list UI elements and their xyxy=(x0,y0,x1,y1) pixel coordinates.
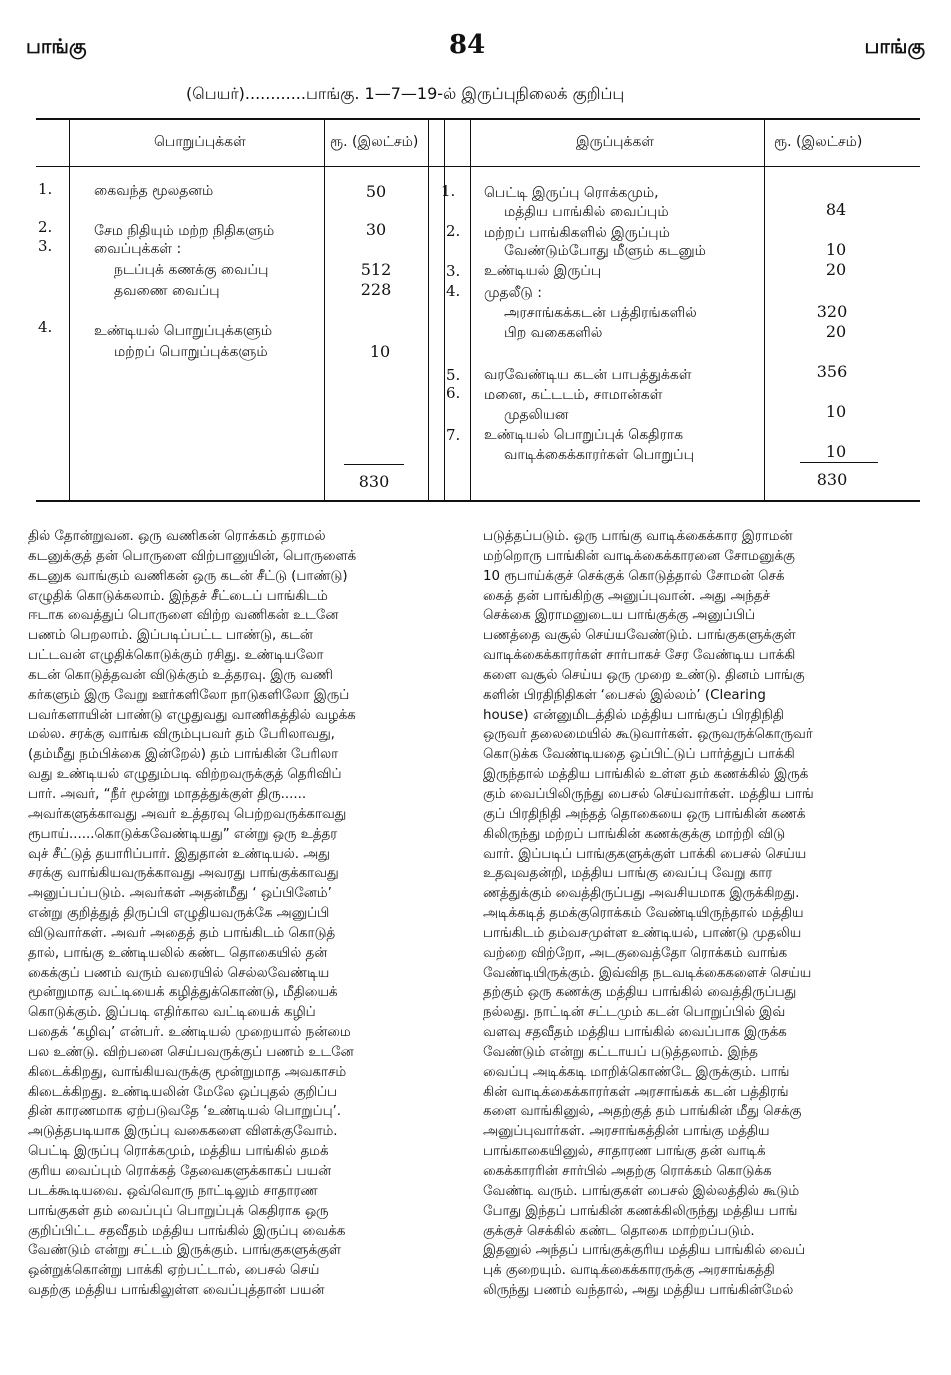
balance-sheet-table xyxy=(36,118,920,502)
liability-line: உண்டியல் பொறுப்புக்களும் xyxy=(94,323,273,339)
liability-line: வைப்புக்கள் : xyxy=(94,241,182,257)
text-line: இருந்தால் மத்திய பாங்கில் உள்ள தம் கணக்கில் இருக் xyxy=(483,767,809,783)
asset-line: வாடிக்கைக்காரர்கள் பொறுப்பு xyxy=(504,447,694,463)
assets-header: இருப்புக்கள் xyxy=(576,134,654,150)
liability-line: கைவந்த மூலதனம் xyxy=(94,183,214,199)
header-bottom-rule xyxy=(36,166,920,167)
liability-line: நடப்புக் கணக்கு வைப்பு xyxy=(114,262,269,278)
text-line: களை வசூல் செய்ய ஒரு முறை உண்டு. தினம் பாங்கு xyxy=(483,667,805,683)
text-line: ஒன்றுக்கொன்று பாக்கி ஏற்பட்டால், பைசல் செய் xyxy=(28,1263,320,1279)
text-line: வதற்கு மத்திய பாங்கிலுள்ள வைப்புத்தான் பயன் xyxy=(28,1283,325,1299)
col-rule-1 xyxy=(69,118,70,502)
text-line: குரிய வைப்பும் ரொக்கத் தேவைகளுக்காகப் பயன் xyxy=(28,1164,331,1179)
liability-amount: 30 xyxy=(365,220,387,239)
text-line: அடுத்தபடியாக இருப்பு வகைகளை விளக்குவோம். xyxy=(28,1124,338,1140)
text-line: கொடுக்கும். இப்படி எதிர்கால வட்டியைக் கழிப் xyxy=(28,1005,316,1021)
asset-line: உண்டியல் பொறுப்புக் கெதிராக xyxy=(484,427,684,443)
text-line: பட்டவன் எழுதிக்கொடுக்கும் ரசிது. உண்டியலோ xyxy=(28,648,324,664)
text-column-right xyxy=(483,527,917,1301)
text-line: பாங்கிடம் தம்வசமுள்ள உண்டியல், பாண்டு முதலிய xyxy=(483,925,802,941)
liability-no: 2. xyxy=(38,218,53,236)
asset-line: முதலீடு : xyxy=(484,285,542,301)
asset-line: மற்றப் பாங்கிகளில் இருப்பும் xyxy=(484,225,670,241)
asset-no: 1. xyxy=(441,182,456,200)
text-line: தால், பாங்கு உண்டியலில் கண்ட தொகையில் தன் xyxy=(28,945,328,961)
liability-amount: 228 xyxy=(360,280,392,299)
liabilities-total: 830 xyxy=(358,472,390,491)
liability-amount: 512 xyxy=(360,260,392,279)
text-line: செக்கை இராமனுடைய பாங்குக்கு அனுப்பிப் xyxy=(483,608,755,624)
asset-line: மனை, கட்டடம், சாமான்கள் xyxy=(484,387,663,403)
text-line: கடன் கொடுத்தவன் விடுக்கும் உத்தரவு. இரு வணி xyxy=(28,667,333,683)
text-line: கடனுக வாங்கும் வணிகன் ஒரு கடன் சீட்டு (பாண்டு) xyxy=(28,568,348,584)
text-line: கிடைக்கிறது. உண்டியலின் மேலே ஒப்புதல் குறிப்ப xyxy=(28,1084,337,1100)
text-line: வாடிக்கைக்காரர்கள் சார்பாகச் சேர வேண்டிய பாக்கி xyxy=(483,648,796,664)
text-line: விடுவார்கள். அவர் அதைத் தம் பாங்கிடம் கொடுத் xyxy=(28,925,336,941)
col-rule-4 xyxy=(444,118,445,502)
asset-amount: 10 xyxy=(825,442,847,461)
text-line: கும் வைப்பிலிருந்து பைசல் செய்வார்கள். மத்திய பாங் xyxy=(483,786,814,802)
text-line: ணத்துக்கும் வைத்திருப்பது அவசியமாக இருக்கிறது. xyxy=(483,886,800,902)
text-line: என்று குறித்துத் திருப்பி எழுதியவருக்கே அனுப்பி xyxy=(28,906,330,922)
text-line: வேண்டியிருக்கும். இவ்வித நடவடிக்கைகளைச் செய்ய xyxy=(483,965,812,981)
text-line: பணத்தை வசூல் செய்யவேண்டும். பாங்குகளுக்குள் xyxy=(483,628,796,644)
text-line: அடிக்கடித் தமக்குரொக்கம் வேண்டியிருந்தால் மத்திய xyxy=(483,906,804,922)
text-line: கொடுக்க வேண்டியதை ஒப்பிட்டுப் பார்த்துப் பாக்கி xyxy=(483,747,795,763)
asset-line: வரவேண்டிய கடன் பாபத்துக்கள் xyxy=(484,367,692,383)
table-top-rule xyxy=(36,118,920,120)
liabilities-total-rule xyxy=(344,464,404,465)
text-column-left xyxy=(28,527,462,1301)
assets-total: 830 xyxy=(816,470,848,489)
text-line: கடனுக்குத் தன் பொருளை விற்பானுயின், பொருளைக் xyxy=(28,548,357,564)
text-line: குக்குச் செக்கில் கண்ட தொகை மாற்றப்படும். xyxy=(483,1223,755,1239)
page-number: 84 xyxy=(449,30,486,60)
text-line: வது உண்டியல் எழுதும்படி விற்றவருக்குத் தெரிவிப் xyxy=(28,767,342,783)
asset-no: 2. xyxy=(446,222,461,240)
col-rule-5 xyxy=(470,118,471,502)
text-line: லிருந்து பணம் வந்தால், அது மத்திய பாங்கின்மேல் xyxy=(483,1283,794,1299)
asset-amount: 356 xyxy=(816,362,848,381)
text-line: கைத் தன் பாங்கிற்கு அனுப்புவான். அது அந்தச் xyxy=(483,588,771,604)
col-rule-3 xyxy=(428,118,429,502)
text-line: (தம்மீது நம்பிக்கை இன்றேல்) தம் பாங்கின் பேரிலா xyxy=(28,747,339,763)
asset-no: 7. xyxy=(446,426,461,444)
text-line: கர்களும் இரு வேறு ஊர்களிலோ நாடுகளிலோ இருப் xyxy=(28,687,350,703)
text-line: படக்கூடியவை. ஒவ்வொரு நாட்டிலும் சாதாரண xyxy=(28,1183,318,1199)
liability-line: சேம நிதியும் மற்ற நிதிகளும் xyxy=(94,223,275,239)
asset-line: முதலியன xyxy=(504,407,569,423)
text-line: சரக்கு வாங்கியவருக்காவது அவரது பாங்குக்காவது xyxy=(28,866,339,882)
text-line: புக் குறையும். வாடிக்கைக்காரருக்கு அரசாங்கத்தி xyxy=(483,1263,775,1279)
text-line: பவர்களாயின் பாண்டு எழுதுவது வாணிகத்தில் வழக்க xyxy=(28,707,356,723)
text-line: படுத்தப்படும். ஒரு பாங்கு வாடிக்கைக்கார இராமன் xyxy=(483,529,793,544)
text-line: house) என்னுமிடத்தில் மத்திய பாங்குப் பிரதிநிதி xyxy=(483,707,784,723)
text-line: குறிப்பிட்ட சதவீதம் மத்திய பாங்கில் இருப்பு வைக்க xyxy=(28,1223,346,1239)
text-line: எழுதிக் கொடுக்கலாம். இந்தச் சீட்டைப் பாங்கிடம் xyxy=(28,588,328,604)
text-line: மூன்றுமாத வட்டியைக் கழித்துக்கொண்டு, மீதியைக் xyxy=(28,985,338,1001)
asset-line: உண்டியல் இருப்பு xyxy=(484,263,602,279)
text-line: ரூபாய்......கொடுக்கவேண்டியது” என்று ஒரு உத்தர xyxy=(28,826,338,842)
text-line: வைப்பு அடிக்கடி மாறிக்கொண்டே இருக்கும். பாங் xyxy=(483,1064,790,1080)
running-head-left: பாங்கு xyxy=(26,34,87,58)
liability-no: 3. xyxy=(38,237,53,255)
text-line: கைக்குப் பணம் வரும் வரையில் செல்லவேண்டிய xyxy=(28,965,330,981)
asset-line: பெட்டி இருப்பு ரொக்கமும், xyxy=(484,185,659,201)
text-line: பெட்டி இருப்பு ரொக்கமும், மத்திய பாங்கில் தமக் xyxy=(28,1144,329,1160)
text-line: வேண்டும் என்று கட்டாயப் படுத்தலாம். இந்த xyxy=(483,1044,758,1060)
text-line: தின் காரணமாக ஏற்படுவதே ‘உண்டியல் பொறுப்பு’. xyxy=(28,1104,342,1120)
liabilities-amount-header: ரூ. (இலட்சம்) xyxy=(330,134,419,150)
text-line: 10 ரூபாய்க்குச் செக்குக் கொடுத்தால் சோமன் செக் xyxy=(483,568,785,584)
table-bottom-rule xyxy=(36,500,920,502)
asset-line: மத்திய பாங்கில் வைப்பும் xyxy=(504,204,669,220)
asset-line: அரசாங்கக்கடன் பத்திரங்களில் xyxy=(504,305,697,321)
text-line: தற்கும் ஒரு கணக்கு மத்திய பாங்கில் வைத்திருப்பது xyxy=(483,985,797,1001)
assets-total-rule xyxy=(800,462,878,463)
asset-no: 5. xyxy=(446,366,461,384)
text-line: தில் தோன்றுவன. ஒரு வணிகன் ரொக்கம் தராமல் xyxy=(28,529,326,544)
asset-line: பிற வகைகளில் xyxy=(504,325,603,341)
text-line: களின் பிரதிநிதிகள் ‘பைசல் இல்லம்’ (Clearing xyxy=(483,687,766,703)
text-line: வேண்டி வரும். பாங்குகள் பைசல் இல்லத்தில் கூடும் xyxy=(483,1183,800,1199)
asset-line: வேண்டும்போது மீளும் கடனும் xyxy=(504,243,706,259)
liability-amount: 10 xyxy=(369,342,391,361)
liability-amount: 50 xyxy=(365,182,387,201)
text-line: வற்றை விற்றோ, அடகுவைத்தோ ரொக்கம் வாங்க xyxy=(483,945,788,961)
asset-amount: 10 xyxy=(825,402,847,421)
text-line: ஒருவர் தலைமையில் கூடுவார்கள். ஒருவருக்கொருவர் xyxy=(483,727,813,743)
text-line: கிடைக்கிறது, வாங்கியவருக்கு மூன்றுமாத அவகாசம் xyxy=(28,1064,347,1080)
text-line: உதவுவதன்றி, மத்திய பாங்கு வைப்பு வேறு கார xyxy=(483,866,773,882)
asset-amount: 84 xyxy=(825,200,847,219)
asset-amount: 10 xyxy=(825,240,847,259)
asset-amount: 320 xyxy=(816,302,848,321)
text-line: பல உண்டு. விற்பனை செய்பவருக்குப் பணம் உடனே xyxy=(28,1044,354,1060)
text-line: மல்ல. சரக்கு வாங்க விரும்புபவர் தம் பேரிலாவது, xyxy=(28,727,335,743)
text-line: களை வாங்கினுல், அதற்குத் தம் பாங்கின் மீது செக்கு xyxy=(483,1104,802,1120)
text-line: ஈடாக வைத்துப் பொருளை விற்ற வணிகன் உடனே xyxy=(28,608,339,624)
text-line: மற்றொரு பாங்கின் வாடிக்கைக்காரனை சோமனுக்கு xyxy=(483,548,795,564)
text-line: பதைக் ‘கழிவு’ என்பர். உண்டியல் முறையால் நன்மை xyxy=(28,1025,351,1041)
liability-line: மற்றப் பொறுப்புக்களும் xyxy=(114,344,268,360)
liability-line: தவணை வைப்பு xyxy=(114,283,220,299)
text-line: கின் வாடிக்கைக்காரர்கள் அரசாங்கக் கடன் பத்திரங் xyxy=(483,1084,789,1100)
text-line: வேண்டும் என்று சட்டம் இருக்கும். பாங்குகளுக்குள் xyxy=(28,1243,341,1259)
text-line: பாங்குகள் தம் வைப்புப் பொறுப்புக் கெதிராக ஒரு xyxy=(28,1203,329,1219)
asset-no: 3. xyxy=(446,262,461,280)
asset-no: 6. xyxy=(446,384,461,402)
text-line: அனுப்புவார்கள். அரசாங்கத்தின் பாங்கு மத்திய xyxy=(483,1124,770,1140)
assets-amount-header: ரூ. (இலட்சம்) xyxy=(774,134,863,150)
text-line: வார். இப்படிப் பாங்குகளுக்குள் பாக்கி பைசல் செய்ய xyxy=(483,846,807,862)
text-line: கைக்காரரின் சார்பில் அதற்கு ரொக்கம் கொடுக்க xyxy=(483,1164,772,1179)
text-line: பணம் பெறலாம். இப்படிப்பட்ட பாண்டு, கடன் xyxy=(28,628,313,644)
text-line: குப் பிரதிநிதி அந்தத் தொகையை ஒரு பாங்கின் கணக் xyxy=(483,806,806,822)
asset-amount: 20 xyxy=(825,260,847,279)
asset-no: 4. xyxy=(446,282,461,300)
text-line: நல்லது. நாட்டின் சட்டமும் கடன் பொறுப்பில் இவ் xyxy=(483,1005,786,1021)
text-line: அவர்களுக்காவது அவர் உத்தரவு பெற்றவருக்காவது xyxy=(28,806,347,822)
running-head-right: பாங்கு xyxy=(864,34,925,58)
text-line: பாங்காகையினுல், சாதாரண பாங்கு தன் வாடிக் xyxy=(483,1144,766,1160)
text-line: வுச் சீட்டுத் தயாரிப்பார். இதுதான் உண்டியல். அது xyxy=(28,846,330,862)
asset-amount: 20 xyxy=(825,322,847,341)
liability-no: 4. xyxy=(38,318,53,336)
balance-sheet-title: (பெயர்)............பாங்கு. 1—7—19-ல் இருப்புநிலைக் குறிப்பு xyxy=(186,84,625,103)
col-rule-2 xyxy=(324,118,325,502)
text-line: வளவு சதவீதம் மத்திய பாங்கில் வைப்பாக இருக்க xyxy=(483,1025,787,1041)
col-rule-6 xyxy=(764,118,765,502)
text-line: பார். அவர், “நீர் மூன்று மாதத்துக்குள் திரு...... xyxy=(28,786,307,802)
text-line: போது இந்தப் பாங்கின் கணக்கிலிருந்து மத்திய பாங் xyxy=(483,1203,798,1219)
text-line: இதனுல் அந்தப் பாங்குக்குரிய மத்திய பாங்கில் வைப் xyxy=(483,1243,806,1259)
liabilities-header: பொறுப்புக்கள் xyxy=(154,134,246,150)
liability-no: 1. xyxy=(38,180,53,198)
text-line: கிலிருந்து மற்றப் பாங்கின் கணக்குக்கு மாற்றி விடு xyxy=(483,826,786,842)
text-line: அனுப்பப்படும். அவர்கள் அதன்மீது ‘ ஒப்பினேம்’ xyxy=(28,886,332,902)
